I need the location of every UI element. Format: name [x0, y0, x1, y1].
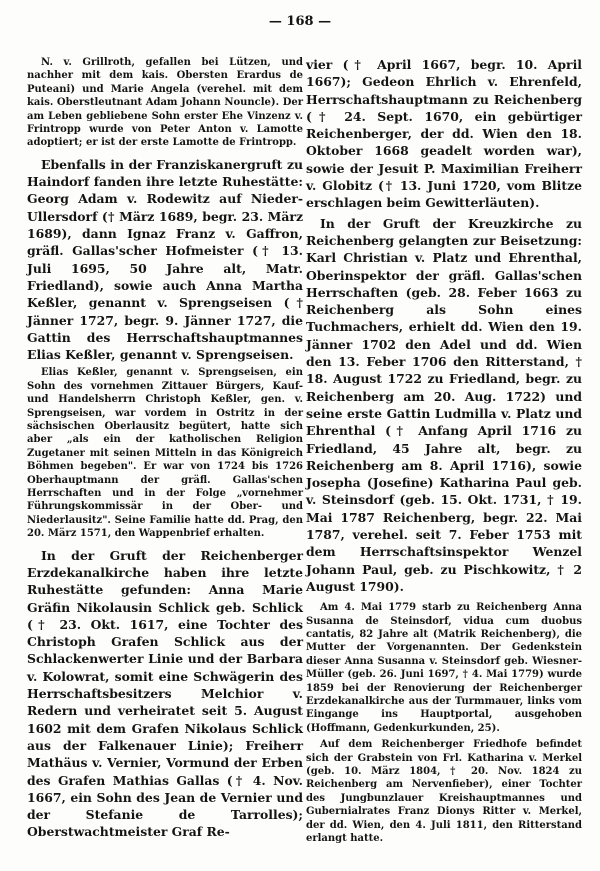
paragraph-franziskanergruft: Ebenfalls in der Franziskanergruft zu Haindorf fanden ihre letzte Ruhestätte: Georg Adam v. Rodewitz auf Nieder-Ullersdorf († März 1689, begr. 23. März 1689), dann Ignaz Franz v. Gaffron, gräfl. Gallas'scher Hofmeister († 13. Juli 1695, 50 Jahre alt, Matr. Friedland), sowie auch Anna Martha Keßler, genannt v. Sprengseisen († Jänner 1727, begr. 9. Jänner 1727, die Gattin des Herrschaftshauptmannes Elias Keßler, genannt v. Sprengseisen.: [27, 156, 303, 363]
paragraph-footnote-merkel: Auf dem Reichenberger Friedhofe befindet sich der Grabstein von Frl. Katharina v. Merkel (geb. 10. März 1804, † 20. Nov. 1824 zu Reichenberg am Nervenfieber), einer Tochter des Jungbunzlauer Kreishauptmannes und Gubernialrates Franz Dionys Ritter v. Merkel, der dd. Wien, den 4. Juli 1811, den Ritterstand erlangt hatte.: [306, 739, 582, 845]
paragraph-footnote-kessler: Elias Keßler, genannt v. Sprengseisen, ein Sohn des vornehmen Zittauer Bürgers, Kauf- und Handelsherrn Christoph Keßler, gen. v. Sprengseisen, war vordem in Ostritz in der sächsischen Oberlausitz begütert, hatte sich aber „als ein der katholischen Religion Zugetaner mit seinen Mitteln in das Königreich Böhmen begeben". Er war von 1724 bis 1726 Oberhauptmann der gräfl. Gallas'schen Herrschaften und in der Folge „vornehmer Führungskommissär in der Ober- und Niederlausitz". Seine Familie hatte dd. Prag, den 20. März 1571, den Wappenbrief erhalten.: [27, 367, 303, 540]
paragraph-erzdekanalkirche: In der Gruft der Reichenberger Erzdekanalkirche haben ihre letzte Ruhestätte gefunden: Anna Marie Gräfin Nikolausin Schlick geb. Schlick († 23. Okt. 1617, eine Tochter des Christoph Grafen Schlick aus der Schlackenwerter Linie und der Barbara v. Kolowrat, somit eine Schwägerin des Herrschaftsbesitzers Melchior v. Redern und verheiratet seit 5. August 1602 mit dem Grafen Nikolaus Schlick aus der Falkenauer Linie); Freiherr Mathäus v. Vernier, Vormund der Erben des Grafen Mathias Gallas († 4. Nov. 1667, ein Sohn des Jean de Vernier und der Stefanie de Tarrolles); Oberstwachtmeister Graf Re-: [27, 547, 303, 840]
paragraph-footnote-lamotte: N. v. Grillroth, gefallen bei Lützen, und nachher mit dem kais. Obersten Erardus de Puteani) und Marie Angela (verehel. mit dem kais. Oberstleutnant Adam Johann Nouncle). Der am Leben gebliebene Sohn erster Ehe Vinzenz v. Frintropp wurde von Peter Anton v. Lamotte adoptiert; er ist der erste Lamotte de Frintropp.: [27, 57, 303, 149]
paragraph-kreuzkirche: In der Gruft der Kreuzkirche zu Reichenberg gelangten zur Beisetzung: Karl Christian v. Platz und Ehrenthal, Oberinspektor der gräfl. Gallas'schen Herrschaften (geb. 28. Feber 1663 zu Reichenberg als Sohn eines Tuchmachers, erhielt dd. Wien den 19. Jänner 1702 den Adel und dd. Wien den 13. Feber 1706 den Ritterstand, † 18. August 1722 zu Friedland, begr. zu Reichenberg am 20. Aug. 1722) und seine erste Gattin Ludmilla v. Platz und Ehrenthal († Anfang April 1716 zu Friedland, 45 Jahre alt, begr. zu Reichenberg am 8. April 1716), sowie Josepha (Josefine) Katharina Paul geb. v. Steinsdorf (geb. 15. Okt. 1731, † 19. Mai 1787 Reichenberg, begr. 22. Mai 1787, verehel. seit 7. Feber 1753 mit dem Herrschaftsinspektor Wenzel Johann Paul, geb. zu Pischkowitz, † 2 August 1790).: [306, 215, 582, 594]
page-number: — 168 —: [268, 14, 332, 29]
left-column: [27, 56, 303, 844]
right-column: [306, 56, 582, 849]
paragraph-footnote-steinsdorf: Am 4. Mai 1779 starb zu Reichenberg Anna Susanna de Steinsdorf, vidua cum duobus cantatis, 82 Jahre alt (Matrik Reichenberg), die Mutter der Vorgenannten. Der Gedenkstein dieser Anna Susanna v. Steinsdorf geb. Wiesner-Müller (geb. 26. Juni 1697, † 4. Mai 1779) wurde 1859 bei der Renovierung der Reichenberger Erzdekanalkirche aus der Turmmauer, links vom Eingange ins Hauptportal, ausgehoben (Hoffmann, Gedenkurkunden, 25).: [306, 602, 582, 734]
paragraph-continuation-revier: vier († April 1667, begr. 10. April 1667); Gedeon Ehrlich v. Ehrenfeld, Herrschaftshauptmann zu Reichenberg († 24. Sept. 1670, ein gebürtiger Reichenberger, der dd. Wien den 18. Oktober 1668 geadelt worden war), sowie der Jesuit P. Maximilian Freiherr v. Globitz († 13. Juni 1720, vom Blitze erschlagen beim Gewitterläuten).: [306, 57, 582, 211]
